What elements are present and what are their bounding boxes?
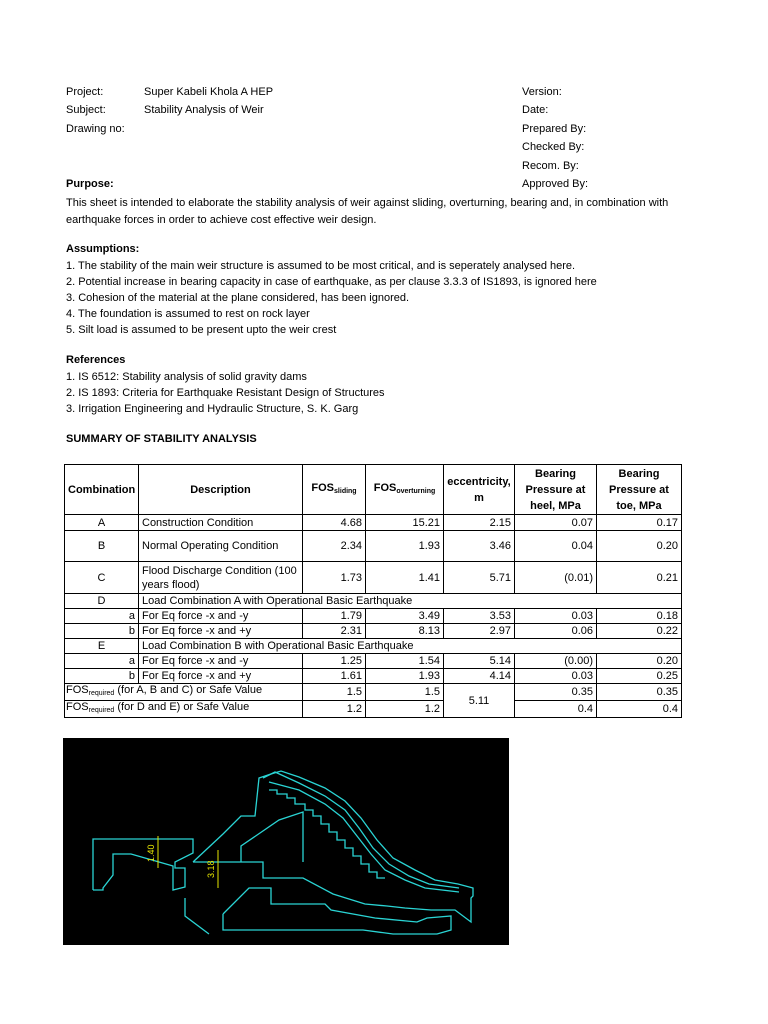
list-item: 2. IS 1893: Criteria for Earthquake Resistant Design of Structures bbox=[66, 387, 385, 399]
purpose-text: This sheet is intended to elaborate the stability analysis of weir against sliding, overturning, bearing and, in combination with earthquake forces in order to achieve cost effective weir design. bbox=[66, 197, 669, 226]
table-required-row: $FOS_{required}$ (for D and E) or Safe Value 1.2 1.2 0.4 0.4 bbox=[65, 701, 682, 718]
list-item: 4. The foundation is assumed to rest on rock layer bbox=[66, 308, 310, 320]
list-item: 1. The stability of the main weir structure is assumed to be most critical, and is seperately analysed here. bbox=[66, 260, 576, 272]
list-item: 1. IS 6512: Stability analysis of solid gravity dams bbox=[66, 371, 307, 383]
version-label: Version: bbox=[522, 86, 562, 98]
subject-label: Subject: bbox=[66, 104, 106, 116]
weir-interior-line bbox=[241, 812, 303, 862]
weir-body-outline bbox=[193, 771, 473, 922]
header-bearing-toe: Bearing Pressure at toe, MPa bbox=[597, 465, 682, 515]
required-eccentricity: 5.11 bbox=[444, 684, 515, 718]
list-item: 3. Irrigation Engineering and Hydraulic Structure, S. K. Garg bbox=[66, 403, 359, 415]
crest-surface-line bbox=[263, 772, 459, 888]
stability-summary-table bbox=[64, 464, 682, 718]
header-eccentricity: eccentricity, m bbox=[444, 465, 515, 515]
dimension-label-2: 3.18 bbox=[206, 860, 216, 878]
table-row: A Construction Condition 4.68 15.21 2.15 0.07 0.17 bbox=[65, 515, 682, 531]
table-row: a For Eq force -x and -y 1.79 3.49 3.53 0.03 0.18 bbox=[65, 609, 682, 624]
references-heading: References bbox=[66, 354, 126, 366]
project-value: Super Kabeli Khola A HEP bbox=[144, 86, 274, 98]
upstream-block-outline bbox=[93, 839, 193, 890]
weir-section-drawing bbox=[63, 738, 509, 945]
table-header-row bbox=[65, 465, 682, 515]
purpose-heading: Purpose: bbox=[66, 178, 114, 190]
drawing-no-label: Drawing no: bbox=[66, 123, 125, 135]
apron-line bbox=[185, 898, 209, 934]
list-item: 3. Cohesion of the material at the plane considered, has been ignored. bbox=[66, 292, 410, 304]
assumptions-heading: Assumptions: bbox=[66, 243, 140, 255]
dimension-label-1: 1.40 bbox=[146, 844, 156, 862]
table-row: C Flood Discharge Condition (100 years flood) 1.73 1.41 5.71 (0.01) 0.21 bbox=[65, 562, 682, 594]
crest-inner-line bbox=[269, 782, 459, 892]
table-row: a For Eq force -x and -y 1.25 1.54 5.14 (0.00) 0.20 bbox=[65, 654, 682, 669]
table-row: b For Eq force -x and +y 1.61 1.93 4.14 0.03 0.25 bbox=[65, 669, 682, 684]
header-combination: Combination bbox=[65, 465, 139, 515]
dimension-marker-1 bbox=[146, 836, 158, 868]
project-label: Project: bbox=[66, 86, 104, 98]
recom-by-label: Recom. By: bbox=[522, 160, 579, 172]
approved-by-label: Approved By: bbox=[522, 178, 589, 190]
subject-value: Stability Analysis of Weir bbox=[144, 104, 264, 116]
table-required-row: $FOS_{required}$ (for A, B and C) or Safe Value 1.5 1.5 5.11 0.35 0.35 bbox=[65, 684, 682, 701]
prepared-by-label: Prepared By: bbox=[522, 123, 587, 135]
table-row: B Normal Operating Condition 2.34 1.93 3.46 0.04 0.20 bbox=[65, 531, 682, 562]
header-description: Description bbox=[139, 465, 303, 515]
header-bearing-heel: Bearing Pressure at heel, MPa bbox=[515, 465, 597, 515]
list-item: 2. Potential increase in bearing capacity in case of earthquake, as per clause 3.3.3 of IS1893, is ignored here bbox=[66, 276, 597, 288]
header-fos-overturning: $FOS_{overturning}$ bbox=[366, 465, 444, 515]
assumptions-list bbox=[66, 258, 597, 338]
date-label: Date: bbox=[522, 104, 549, 116]
table-group-row: E Load Combination B with Operational Basic Earthquake bbox=[65, 639, 682, 654]
header-fos-sliding: $FOS_{sliding}$ bbox=[303, 465, 366, 515]
references-list bbox=[66, 369, 385, 417]
stepped-face bbox=[269, 790, 385, 878]
checked-by-label: Checked By: bbox=[522, 141, 585, 153]
weir-section-svg bbox=[63, 738, 509, 945]
summary-heading: SUMMARY OF STABILITY ANALYSIS bbox=[66, 433, 257, 445]
list-item: 5. Silt load is assumed to be present upto the weir crest bbox=[66, 324, 337, 336]
table-row: b For Eq force -x and +y 2.31 8.13 2.97 0.06 0.22 bbox=[65, 624, 682, 639]
dimension-marker-2 bbox=[206, 850, 218, 888]
table-group-row: D Load Combination A with Operational Basic Earthquake bbox=[65, 594, 682, 609]
